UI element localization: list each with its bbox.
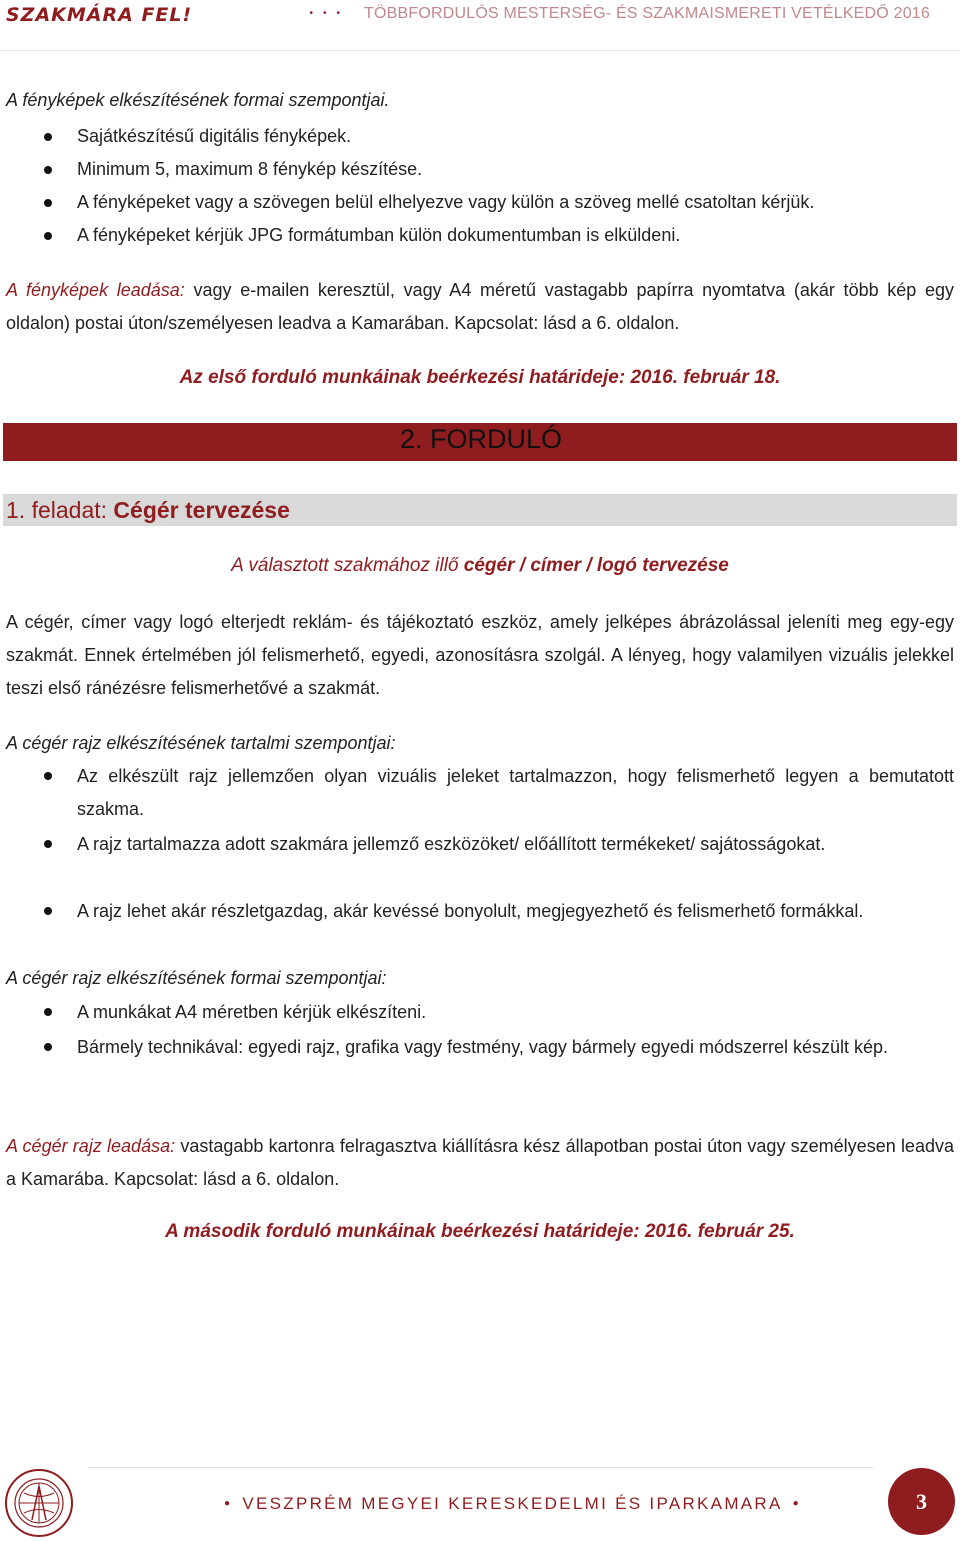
photos-formal-item: A fényképeket kérjük JPG formátumban külön dokumentumban is elküldeni. [77,225,681,245]
bullet [44,1008,52,1016]
chamber-seal-icon [4,1468,74,1538]
brand-logo-text: SZAKMÁRA FEL! [6,4,193,26]
bullet [44,133,52,141]
second-round-deadline: A második forduló munkáinak beérkezési határideje: 2016. február 25. [165,1221,795,1242]
task-prefix: 1. feladat: [6,497,114,523]
bullet [44,166,52,174]
bullet [44,199,52,207]
photos-formal-item: A fényképeket vagy a szövegen belül elhelyezve vagy külön a szöveg mellé csatoltan kérjük. [77,192,815,212]
round-label: 2. FORDULÓ [400,424,563,454]
header-divider [0,50,960,51]
photos-formal-item: Sajátkészítésű digitális fényképek. [77,126,352,146]
photos-delivery-label: A fényképek leadása: [6,280,185,300]
content-requirement-item: Az elkészült rajz jellemzően olyan vizuális jeleket tartalmazzon, hogy felismerhető legyen a bemutatott szakma. [77,766,954,819]
drawing-delivery-paragraph [6,1130,954,1196]
drawing-delivery-text: vastagabb kartonra felragasztva kiállításra kész állapotban postai úton vagy személyesen leadva a Kamarába. Kapcsolat: lásd a 6. oldalon. [6,1136,954,1189]
first-round-deadline: Az első forduló munkáinak beérkezési határideje: 2016. február 18. [179,367,781,388]
footer-organization [214,1494,811,1514]
photos-delivery-paragraph [6,274,954,340]
bullet [44,1043,52,1051]
task-subtitle-plain: A választott szakmához illő [231,555,464,576]
bullet [44,232,52,240]
header-title-text: TÖBBFORDULÓS MESTERSÉG- ÉS SZAKMAISMERETI VETÉLKEDŐ 2016 [364,5,930,22]
header-title [309,5,930,23]
formal-requirement-item: Bármely technikával: egyedi rajz, grafika vagy festmény, vagy bármely egyedi módszerrel készült kép. [77,1037,889,1057]
formal-requirements-heading: A cégér rajz elkészítésének formai szempontjai: [6,968,387,988]
header-dots: ••• [309,8,350,19]
footer-dot: ● [792,1498,801,1509]
footer-dot: ● [224,1498,233,1509]
task-title: Cégér tervezése [113,497,290,523]
bullet [44,772,52,780]
footer-divider [88,1467,873,1468]
drawing-delivery-label: A cégér rajz leadása: [6,1136,176,1156]
bullet [44,840,52,848]
task-subtitle [0,552,960,580]
content-requirement-item: A rajz tartalmazza adott szakmára jellemző eszközöket/ előállított termékeket/ sajátosságokat. [77,834,826,854]
formal-requirement-item: A munkákat A4 méretben kérjük elkészíteni. [77,1002,427,1022]
photos-formal-item: Minimum 5, maximum 8 fénykép készítése. [77,159,423,179]
photos-formal-heading: A fényképek elkészítésének formai szempontjai. [6,90,390,110]
footer-organization-text: VESZPRÉM MEGYEI KERESKEDELMI ÉS IPARKAMARA [242,1494,783,1513]
photos-delivery-text: vagy e-mailen keresztül, vagy A4 méretű vastagabb papírra nyomtatva (akár több kép egy oldalon) postai úton/személyesen leadva a Kamarában. Kapcsolat: lásd a 6. oldalon. [6,280,954,333]
bullet [44,907,52,915]
page-number-badge: 3 [888,1468,955,1535]
task-heading [6,494,290,526]
task-intro-paragraph: A cégér, címer vagy logó elterjedt reklám- és tájékoztató eszköz, amely jelképes ábrázolással jeleníti meg egy-egy szakmát. Ennek értelmében jól felismerhető, egyedi, azonosításra szolgál. A lényeg, hogy valamilyen vizuális jelekkel teszi első ránézésre felismerhetővé a szakmát. [6,612,954,698]
content-requirement-item: A rajz lehet akár részletgazdag, akár kevéssé bonyolult, megjegyezhető és felismerhető formákkal. [77,901,864,921]
task-subtitle-bold: cégér / címer / logó tervezése [463,555,729,576]
content-requirements-heading: A cégér rajz elkészítésének tartalmi szempontjai: [6,733,396,753]
